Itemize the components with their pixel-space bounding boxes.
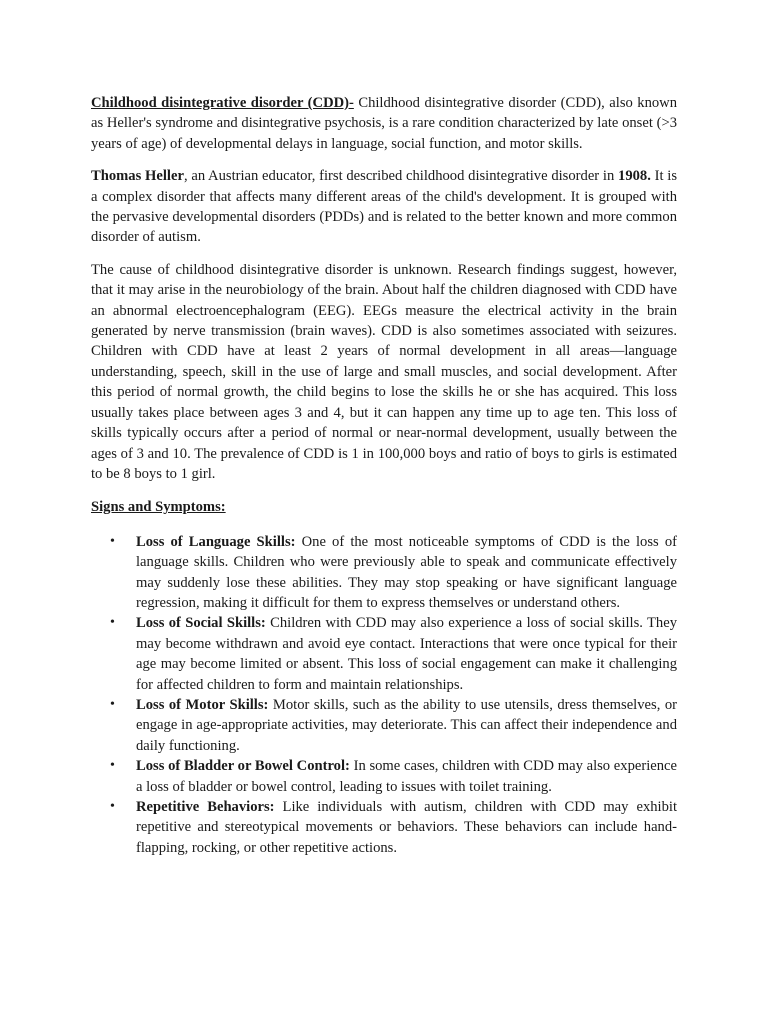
symptom-label: Loss of Motor Skills: [136, 696, 269, 713]
symptom-text: Like individuals with autism, children with CDD may exhibit repetitive and stereotypical movements or behaviors. These behaviors can include hand-flapping, rocking, or other repetitive actions. [136, 799, 677, 856]
symptom-label: Loss of Social Skills: [136, 615, 266, 632]
history-text-1: , an Austrian educator, first described childhood disintegrative disorder in [183, 168, 619, 185]
bullet-icon: • [110, 533, 115, 549]
signs-heading: Signs and Symptoms: [91, 499, 226, 516]
list-item [110, 613, 677, 695]
symptom-label: Loss of Bladder or Bowel Control: [136, 758, 350, 775]
history-name: Thomas Heller [91, 168, 184, 185]
intro-text: Childhood disintegrative disorder (CDD), also known as Heller's syndrome and disintegrative psychosis, is a rare condition characterized by late onset (>3 years of age) of developmental delays in language, social function, and motor skills. [91, 95, 677, 152]
intro-paragraph [91, 93, 677, 154]
list-item [110, 797, 677, 858]
bullet-icon: • [110, 758, 115, 774]
symptom-text: Motor skills, such as the ability to use utensils, dress themselves, or engage in age-appropriate activities, may deteriorate. This can affect their independence and daily functioning. [136, 696, 677, 754]
bullet-icon: • [110, 799, 115, 814]
history-year: 1908. [618, 168, 651, 185]
symptom-label: Loss of Language Skills: [136, 533, 296, 550]
list-item [110, 695, 677, 756]
bullet-icon: • [110, 615, 115, 631]
history-paragraph [91, 166, 677, 248]
list-item [110, 532, 677, 614]
intro-term: Childhood disintegrative disorder (CDD)- [91, 95, 354, 111]
cause-paragraph: The cause of childhood disintegrative disorder is unknown. Research findings suggest, however, that it may arise in the neurobiology of the brain. About half the children diagnosed with CDD have an abnormal electroencephalogram (EEG). EEGs measure the electrical activity in the brain generated by nerve transmission (brain waves). CDD is also sometimes associated with seizures. Children with CDD have at least 2 years of normal development in all areas—language understanding, speech, skill in the use of large and small muscles, and social development. After this period of normal growth, the child begins to lose the skills he or she has acquired. This loss usually takes place between ages 3 and 4, but it can happen any time up to age ten. This loss of skills typically occurs after a period of normal or near-normal development, usually between the ages of 3 and 10. The prevalence of CDD is 1 in 100,000 boys and ratio of boys to girls is estimated to be 8 boys to 1 girl. [91, 261, 677, 482]
symptom-text: Children with CDD may also experience a loss of social skills. They may become withdrawn and avoid eye contact. Interactions that were once typical for their age may become limited or absent. This loss of social engagement can make it challenging for affected children to form and maintain relationships. [136, 615, 677, 693]
symptom-text: In some cases, children with CDD may also experience a loss of bladder or bowel control, leading to issues with toilet training. [136, 758, 677, 795]
list-item [110, 756, 677, 797]
bullet-icon: • [110, 696, 115, 712]
symptom-label: Repetitive Behaviors: [136, 799, 275, 815]
symptoms-list [91, 532, 677, 859]
history-text-2: It is a complex disorder that affects many different areas of the child's development. It is grouped with the pervasive developmental disorders (PDDs) and is related to the better known and more common disorder of autism. [91, 168, 678, 246]
symptom-text: One of the most noticeable symptoms of CDD is the loss of language skills. Children who were previously able to speak and communicate effectively may suddenly lose these abilities. They may stop speaking or have significant language regression, making it difficult for them to express themselves or understand others. [136, 533, 677, 611]
